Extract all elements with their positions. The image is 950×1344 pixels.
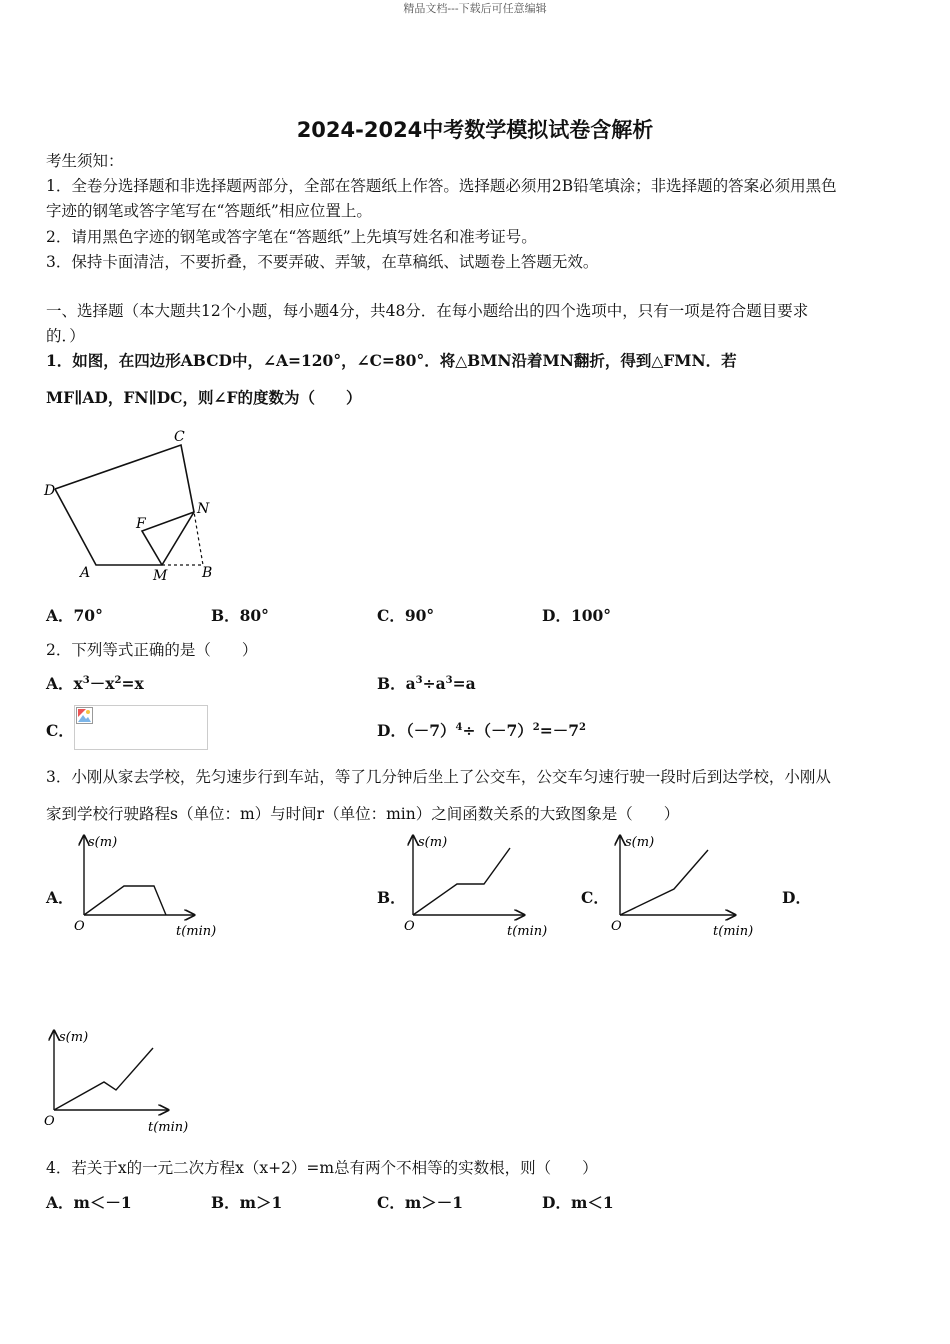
origin-label: O bbox=[611, 919, 622, 934]
q1-option-d: D．100° bbox=[542, 606, 612, 625]
origin-label: O bbox=[404, 919, 415, 934]
q3-stem-line-1: 3．小刚从家去学校，先匀速步行到车站，等了几分钟后坐上了公交车，公交车匀速行驶一段时后到达学校，小刚从 bbox=[46, 768, 831, 786]
notice-line-1b: 字迹的钢笔或答字笔写在“答题纸”相应位置上。 bbox=[46, 202, 372, 220]
q4-option-b: B．m＞1 bbox=[211, 1193, 283, 1212]
axis-x-label: t(min) bbox=[507, 924, 548, 939]
q1-option-b: B．80° bbox=[211, 606, 269, 625]
q1-stem-line-1: 1．如图，在四边形ABCD中，∠A=120°，∠C=80°．将△BMN沿着MN翻折，得到△FMN．若 bbox=[46, 351, 737, 370]
q2-stem: 2．下列等式正确的是（ ） bbox=[46, 641, 258, 659]
axis-x-label: t(min) bbox=[176, 924, 217, 939]
label-c: C bbox=[174, 429, 185, 445]
q1-option-a: A．70° bbox=[46, 606, 103, 625]
q4-option-c: C．m＞－1 bbox=[377, 1193, 464, 1212]
q3-graph-b bbox=[400, 830, 560, 942]
label-n: N bbox=[197, 501, 210, 517]
axis-x-label: t(min) bbox=[148, 1120, 189, 1135]
q3-stem-line-2: 家到学校行驶路程s（单位：m）与时间r（单位：min）之间函数关系的大致图象是（ ） bbox=[46, 805, 680, 823]
axis-y-label: s(m) bbox=[88, 835, 118, 850]
q3-option-a-label: A． bbox=[46, 888, 74, 907]
label-a: A bbox=[80, 565, 91, 581]
q3-option-d-label: D． bbox=[782, 888, 811, 907]
q2-option-c: C． bbox=[46, 721, 74, 740]
origin-label: O bbox=[74, 919, 85, 934]
broken-image-icon bbox=[76, 707, 94, 725]
q4-option-a: A．m＜－1 bbox=[46, 1193, 132, 1212]
notice-line-3: 3．保持卡面清洁，不要折叠，不要弄破、弄皱，在草稿纸、试题卷上答题无效。 bbox=[46, 253, 599, 271]
q3-graph-c bbox=[607, 830, 767, 942]
axis-y-label: s(m) bbox=[625, 835, 655, 850]
section-heading-line-2: 的．） bbox=[46, 327, 85, 345]
axis-x-label: t(min) bbox=[713, 924, 754, 939]
axis-y-label: s(m) bbox=[418, 835, 448, 850]
axis-y-label: s(m) bbox=[59, 1030, 89, 1045]
q1-stem-line-2: MF∥AD，FN∥DC，则∠F的度数为（ ） bbox=[46, 388, 362, 407]
q1-option-c: C．90° bbox=[377, 606, 435, 625]
q3-option-b-label: B． bbox=[377, 888, 406, 907]
q1-quadrilateral-figure bbox=[40, 425, 230, 590]
q3-graph-a bbox=[70, 830, 230, 942]
label-d: D bbox=[44, 483, 56, 499]
page-title: 2024-2024中考数学模拟试卷含解析 bbox=[296, 118, 654, 142]
q4-option-d: D．m＜1 bbox=[542, 1193, 614, 1212]
q2-option-a: A．$x^3-x^2=x$ bbox=[46, 674, 144, 693]
label-m: M bbox=[153, 568, 168, 584]
section-heading-line-1: 一、选择题（本大题共12个小题，每小题4分，共48分．在每小题给出的四个选项中，只有一项是符合题目要求 bbox=[46, 302, 809, 320]
broken-image-placeholder bbox=[74, 705, 208, 750]
origin-label: O bbox=[44, 1114, 55, 1129]
page-header: 精品文档---下载后可任意编辑 bbox=[403, 2, 547, 15]
q4-stem: 4．若关于x的一元二次方程x（x+2）=m总有两个不相等的实数根，则（ ） bbox=[46, 1159, 598, 1177]
q3-graph-d bbox=[40, 1025, 200, 1137]
label-f: F bbox=[136, 516, 146, 532]
notice-line-1: 1．全卷分选择题和非选择题两部分，全部在答题纸上作答。选择题必须用2B铅笔填涂；非选择题的答案必须用黑色 bbox=[46, 177, 837, 195]
q3-option-c-label: C． bbox=[581, 888, 609, 907]
q2-option-d: D．$(-7)^4\div(-7)^2=-7^2$ bbox=[377, 721, 586, 740]
notice-line-2: 2．请用黑色字迹的钢笔或答字笔在“答题纸”上先填写姓名和准考证号。 bbox=[46, 228, 537, 246]
q2-option-b: B．$a^3\div a^3=a$ bbox=[377, 674, 476, 693]
notice-heading: 考生须知： bbox=[46, 152, 124, 170]
label-b: B bbox=[202, 565, 213, 581]
